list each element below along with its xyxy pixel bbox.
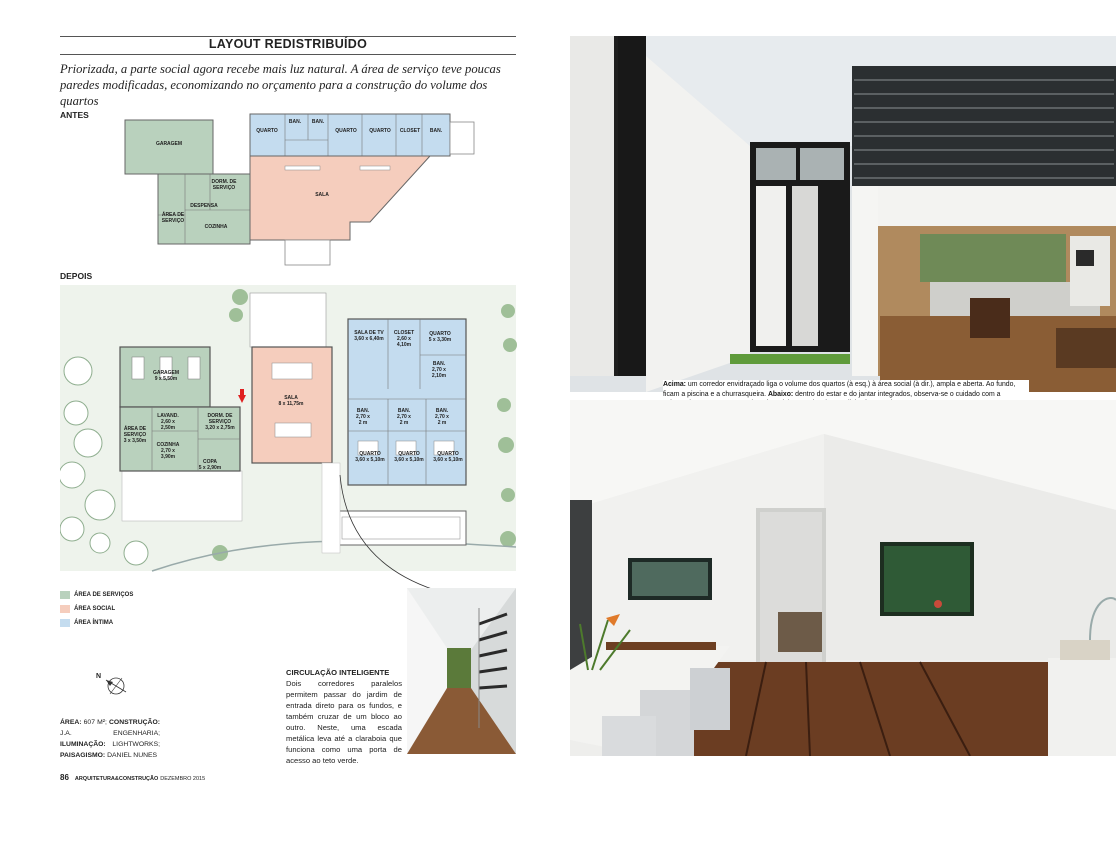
folio: [60, 773, 205, 782]
plan-after-dorm-label: DORM. DE SERVIÇO 3,20 x 2,75m: [205, 413, 235, 431]
credits-construcao-value: J.A. ENGENHARIA;: [60, 730, 160, 737]
plan-after-garagem-label: GARAGEM 9 x 5,50m: [152, 370, 180, 382]
plan-after-copa-label: COPA 5 x 2,90m: [198, 459, 222, 471]
plan-after-quarto-2-label: QUARTO 3,60 x 5,10m: [394, 451, 424, 463]
credits-paisagismo-value: DANIEL NUNES: [107, 752, 158, 759]
caption-lead-2: Abaixo:: [767, 390, 794, 398]
plan-before-sala-label: SALA: [315, 192, 329, 198]
after-label: DEPOIS: [60, 271, 93, 281]
plan-after-ban-2-label: BAN. 2,70 x 2 m: [356, 408, 370, 426]
caption-lead-1: Acima:: [663, 381, 686, 388]
plan-after-ban-4-label: BAN. 2,70 x 2 m: [435, 408, 449, 426]
magazine-name: ARQUITETURA&CONSTRUÇÃO: [74, 776, 159, 782]
before-label: ANTES: [60, 110, 89, 120]
exterior-photo: [570, 36, 1116, 392]
sidebar-text: Dois corredores paralelos permitem passar do jardim de entrada direto para os fundos, e também cruzar de um bloco ao outro. Neste, uma escada metálica leva até a claraboia que funciona como uma porta de acesso ao teto verde.: [286, 679, 402, 765]
caption-text-1: um corredor envidraçado liga o volume dos quartos (à esq.) à área social (à dir.), ampla e aberta. Ao fundo, ficam a piscina e a churrasqueira.: [663, 381, 1016, 398]
plan-after-ban-3-label: BAN. 2,70 x 2 m: [397, 408, 411, 426]
plan-before-despensa-label: DESPENSA: [190, 203, 218, 209]
plan-after-ban-1-label: BAN. 2,70 x 2,10m: [431, 361, 447, 379]
credits: [60, 717, 160, 761]
plan-before-garage: [125, 120, 213, 174]
plan-after-sala-label: SALA 8 x 11,75m: [278, 395, 304, 407]
plan-after-quarto-1-label: QUARTO 3,60 x 5,10m: [355, 451, 385, 463]
plan-before-sala: [250, 156, 430, 240]
legend-label-intimate: ÁREA ÍNTIMA: [74, 620, 114, 626]
legend-label-service: ÁREA DE SERVIÇOS: [74, 592, 134, 598]
credits-paisagismo-label: PAISAGISMO:: [60, 752, 106, 759]
legend-swatch-social: [60, 605, 70, 613]
legend-swatch-intimate: [60, 619, 70, 627]
caption-text-2: dentro do estar e do jantar integrados, observa-se o cuidado com a: [795, 390, 1001, 398]
plan-before-area-label: ÁREA DE SERVIÇO: [161, 212, 185, 224]
plan-before-ban-2-label: BAN.: [311, 119, 325, 125]
title-rule: [60, 54, 516, 55]
compass-label: N: [96, 673, 102, 680]
plan-before-cozinha-label: COZINHA: [204, 224, 228, 230]
plan-before-garagem-label: GARAGEM: [155, 141, 183, 147]
plan-before-quarto-3-label: QUARTO: [369, 128, 391, 134]
plan-after-closet-label: CLOSET 2,60 x 4,10m: [393, 330, 415, 348]
plan-after-sala-tv-label: SALA DE TV 3,60 x 6,40m: [354, 330, 384, 342]
plan-before-ban-1-label: BAN.: [288, 119, 302, 125]
plan-before-quarto-1-label: QUARTO: [256, 128, 278, 134]
sidebar-title: CIRCULAÇÃO INTELIGENTE: [286, 668, 390, 677]
plan-after-quarto-3-label: QUARTO 3,60 x 5,10m: [433, 451, 463, 463]
plan-before-dorm-label: DORM. DE SERVIÇO: [211, 179, 237, 191]
legend-label-social: ÁREA SOCIAL: [74, 606, 116, 612]
compass-icon: [96, 672, 130, 700]
plan-before-quarto-2-label: QUARTO: [335, 128, 357, 134]
corridor-photo: [407, 588, 516, 754]
credits-iluminacao-value: LIGHTWORKS;: [112, 741, 160, 748]
credits-area-value: 607 M²;: [83, 719, 107, 726]
issue-date: DEZEMBRO 2015: [160, 776, 206, 782]
section-title: LAYOUT REDISTRIBUÍDO: [208, 37, 368, 51]
plan-after-lavand-label: LAVAND. 2,60 x 2,50m: [157, 413, 179, 431]
plan-after-area-label: ÁREA DE SERVIÇO 3 x 3,50m: [123, 426, 147, 444]
lead-text: Priorizada, a parte social agora recebe mais luz natural. A área de serviço teve poucas paredes modificadas, economizando no orçamento para a construção do volume dos quartos: [60, 62, 501, 108]
credits-construcao-label: CONSTRUÇÃO:: [109, 719, 160, 726]
credits-iluminacao-label: ILUMINAÇÃO:: [60, 741, 106, 748]
plan-before-ban-3-label: BAN.: [429, 128, 443, 134]
plan-after-quarto-label: QUARTO 5 x 3,30m: [428, 331, 452, 343]
page-number: 86: [60, 773, 69, 782]
plan-before-bedrooms: [250, 114, 450, 156]
pointer-line: [335, 470, 445, 600]
credits-area-label: ÁREA:: [60, 719, 82, 726]
legend-swatch-service: [60, 591, 70, 599]
plan-before-closet-label: CLOSET: [399, 128, 421, 134]
interior-photo: [570, 400, 1116, 756]
plan-after-cozinha-label: COZINHA 2,70 x 3,90m: [156, 442, 180, 460]
